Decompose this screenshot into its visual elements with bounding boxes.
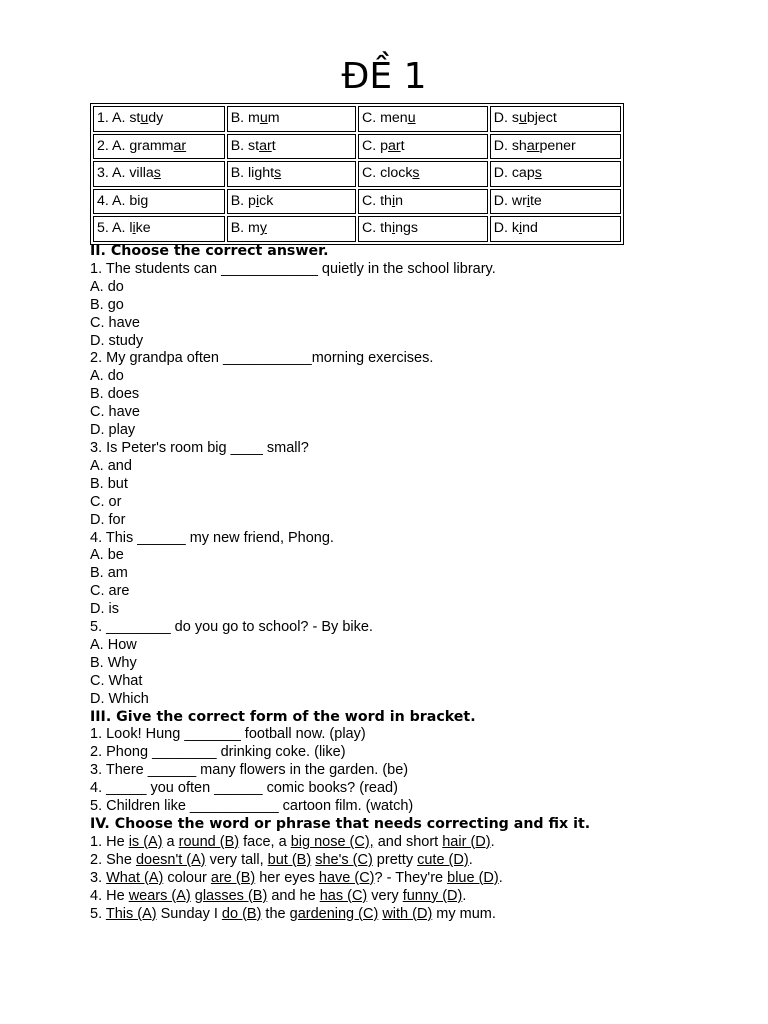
underlined-sound: y	[259, 220, 267, 237]
underlined-sound: u	[518, 110, 527, 127]
sentence-text: .	[468, 851, 473, 868]
underlined-option: round (B)	[178, 833, 240, 850]
underlined-sound: i	[255, 192, 260, 209]
pronunciation-option	[227, 189, 356, 215]
option-text: n	[395, 192, 403, 209]
underlined-sound: u	[407, 110, 416, 127]
question-line: 5. Children like ___________ cartoon film. (watch)	[90, 798, 414, 815]
question-line	[90, 888, 710, 906]
pronunciation-row	[93, 189, 621, 215]
pronunciation-row	[93, 216, 621, 242]
sentence-text: 3.	[90, 869, 107, 886]
option-text: D. s	[493, 110, 519, 127]
sentence-text: pretty	[372, 851, 418, 868]
underlined-sound: i	[526, 192, 530, 209]
question-line: D. Which	[90, 690, 149, 707]
underlined-option: but (B)	[267, 851, 312, 868]
sentence-text: .	[490, 833, 495, 850]
sentence-text: and short	[373, 833, 443, 850]
sentence-text: ? - They're	[374, 869, 448, 886]
question-line: 3. There ______ many flowers in the garden. (be)	[90, 762, 409, 779]
option-text: B. m	[230, 220, 260, 237]
sentence-text: very	[367, 887, 403, 904]
section-2-questions	[90, 261, 710, 709]
section-3-questions	[90, 726, 710, 816]
option-text: 1. A. st	[97, 110, 141, 127]
section-4-questions	[90, 834, 710, 924]
underlined-option: What (A)	[106, 869, 164, 886]
underlined-option: wears (A)	[128, 887, 191, 904]
pronunciation-option	[227, 134, 356, 160]
sentence-text: and he	[267, 887, 320, 904]
underlined-option: are (B)	[210, 869, 256, 886]
underlined-option: has (C)	[319, 887, 368, 904]
pronunciation-option	[93, 106, 225, 132]
question-line: C. or	[90, 493, 122, 510]
underlined-sound: i	[391, 192, 396, 209]
option-text: t	[271, 137, 276, 154]
option-text: B. m	[230, 110, 260, 127]
underlined-sound: i	[518, 220, 523, 237]
underlined-option: funny (D)	[402, 887, 463, 904]
option-text: D. wr	[493, 192, 527, 209]
underlined-sound: u	[140, 110, 149, 127]
question-line: C. have	[90, 314, 140, 331]
sentence-text: .	[462, 887, 467, 904]
underlined-sound: ar	[526, 137, 540, 154]
section-2-heading: II. Choose the correct answer.	[90, 243, 329, 259]
sentence-text: very tall,	[205, 851, 268, 868]
underlined-sound: s	[153, 165, 161, 182]
sentence-text: my mum.	[432, 905, 496, 922]
underlined-option: do (B)	[221, 905, 262, 922]
option-text: t	[400, 137, 405, 154]
question-line: B. but	[90, 475, 128, 492]
question-line	[90, 906, 710, 924]
option-text: C. men	[361, 110, 408, 127]
underlined-sound: ar	[259, 137, 272, 154]
question-line: 5. ________ do you go to school? - By bike.	[90, 619, 373, 636]
question-line: C. have	[90, 404, 140, 421]
question-line: C. are	[90, 583, 130, 600]
question-line: 4. This ______ my new friend, Phong.	[90, 529, 334, 546]
question-line: 3. Is Peter's room big ____ small?	[90, 439, 309, 456]
sentence-text: 2. She	[90, 851, 136, 868]
option-text: D. k	[493, 220, 519, 237]
pronunciation-table	[90, 103, 624, 245]
question-line: B. am	[90, 565, 128, 582]
pronunciation-row	[93, 106, 621, 132]
option-text: 2. A. gramm	[97, 137, 174, 154]
sentence-text: face, a	[239, 833, 291, 850]
option-text: bject	[526, 110, 557, 127]
option-text: C. th	[361, 220, 392, 237]
option-text: 5. A. l	[97, 220, 133, 237]
question-line: D. study	[90, 332, 144, 349]
question-line: 1. Look! Hung _______ football now. (play)	[90, 726, 366, 743]
question-line: 2. My grandpa often ___________morning exercises.	[90, 350, 434, 367]
question-line: 4. _____ you often ______ comic books? (read)	[90, 780, 398, 797]
pronunciation-row	[93, 161, 621, 187]
pronunciation-option	[358, 134, 488, 160]
underlined-option: blue (D)	[447, 869, 499, 886]
sentence-text: 1. He	[90, 833, 129, 850]
pronunciation-option	[93, 216, 225, 242]
pronunciation-option	[227, 161, 356, 187]
option-text: B. light	[230, 165, 275, 182]
option-text: B. p	[230, 192, 256, 209]
question-line: A. How	[90, 636, 137, 653]
question-line: A. do	[90, 368, 124, 385]
pronunciation-option	[490, 189, 621, 215]
underlined-option: with (D)	[382, 905, 433, 922]
option-text: D. cap	[493, 165, 535, 182]
option-text: D. sh	[493, 137, 527, 154]
underlined-option: she's (C)	[315, 851, 373, 868]
pronunciation-option	[490, 106, 621, 132]
underlined-sound: s	[274, 165, 282, 182]
pronunciation-option	[490, 134, 621, 160]
pronunciation-option	[358, 216, 488, 242]
option-text: ck	[259, 192, 274, 209]
sentence-text: 4. He	[90, 887, 129, 904]
question-line: A. do	[90, 278, 124, 295]
sentence-text: Sunday I	[156, 905, 222, 922]
underlined-option: cute (D)	[417, 851, 469, 868]
option-text: pener	[539, 137, 576, 154]
question-line	[90, 834, 710, 852]
question-line: 1. The students can ____________ quietly in the school library.	[90, 260, 496, 277]
section-4-heading: IV. Choose the word or phrase that needs correcting and fix it.	[90, 816, 591, 832]
question-line: A. be	[90, 547, 124, 564]
underlined-option: doesn't (A)	[135, 851, 206, 868]
pronunciation-option	[358, 161, 488, 187]
option-text: 4. A. bi	[97, 192, 141, 209]
option-text: B. st	[230, 137, 260, 154]
option-text: C. clock	[361, 165, 413, 182]
pronunciation-option	[93, 161, 225, 187]
option-text: C. th	[361, 192, 392, 209]
underlined-option: gardening (C)	[289, 905, 379, 922]
underlined-sound: s	[534, 165, 542, 182]
sentence-text: her eyes	[255, 869, 319, 886]
question-line: B. does	[90, 386, 140, 403]
pronunciation-option	[358, 189, 488, 215]
option-text: nd	[522, 220, 538, 237]
sentence-text: .	[498, 869, 503, 886]
pronunciation-option	[227, 106, 356, 132]
pronunciation-option	[358, 106, 488, 132]
option-text: C. p	[361, 137, 388, 154]
underlined-sound: s	[412, 165, 420, 182]
question-line: D. for	[90, 511, 126, 528]
underlined-option: hair (D)	[442, 833, 491, 850]
underlined-option: big nose (C),	[290, 833, 374, 850]
underlined-sound: ar	[388, 137, 401, 154]
pronunciation-option	[93, 134, 225, 160]
sentence-text: a	[162, 833, 179, 850]
underlined-sound: ar	[173, 137, 187, 154]
question-line: 2. Phong ________ drinking coke. (like)	[90, 744, 346, 761]
question-line: C. What	[90, 672, 143, 689]
sentence-text: the	[261, 905, 290, 922]
section-3-heading: III. Give the correct form of the word in bracket.	[90, 708, 476, 725]
question-line: B. go	[90, 296, 124, 313]
pronunciation-option	[227, 216, 356, 242]
underlined-sound: i	[391, 220, 396, 237]
question-line: D. is	[90, 601, 119, 618]
option-text: te	[529, 192, 542, 209]
page-title: ĐỀ 1	[341, 56, 427, 97]
underlined-option: glasses (B)	[194, 887, 268, 904]
option-text: ke	[135, 220, 151, 237]
pronunciation-option	[490, 161, 621, 187]
question-line: A. and	[90, 457, 132, 474]
exercise-content	[90, 243, 710, 923]
underlined-sound: u	[259, 110, 268, 127]
option-text: ngs	[395, 220, 418, 237]
question-line: D. play	[90, 422, 136, 439]
pronunciation-option	[490, 216, 621, 242]
option-text: 3. A. villa	[97, 165, 154, 182]
underlined-sound: g	[140, 192, 149, 209]
question-line	[90, 870, 710, 888]
pronunciation-row	[93, 134, 621, 160]
sentence-text: 5.	[90, 905, 106, 922]
option-text: m	[267, 110, 280, 127]
underlined-option: is (A)	[128, 833, 163, 850]
underlined-option: have (C)	[318, 869, 375, 886]
pronunciation-option	[93, 189, 225, 215]
sentence-text: colour	[163, 869, 211, 886]
option-text: dy	[148, 110, 164, 127]
question-line	[90, 852, 710, 870]
underlined-option: This (A)	[105, 905, 157, 922]
question-line: B. Why	[90, 654, 137, 671]
underlined-sound: i	[132, 220, 136, 237]
